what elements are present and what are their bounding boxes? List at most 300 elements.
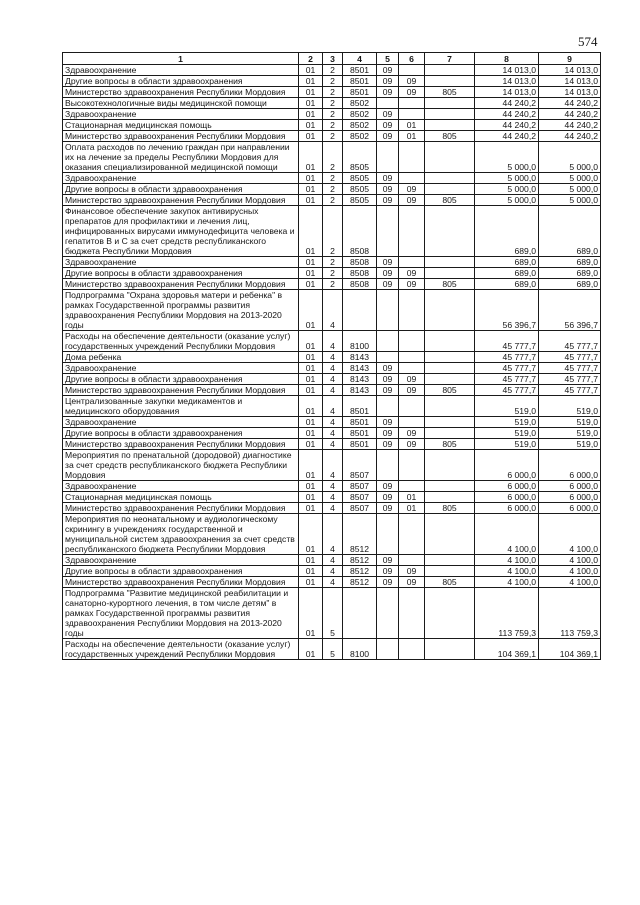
table-row — [63, 450, 601, 481]
cell-item-name: Министерство здравоохранения Республики Мордовия — [63, 131, 299, 142]
cell-code-4: 8502 — [343, 98, 377, 109]
cell-code-5: 09 — [377, 503, 399, 514]
cell-code-2: 01 — [299, 503, 323, 514]
cell-code-4: 8507 — [343, 450, 377, 481]
cell-amount-8: 104 369,1 — [475, 639, 539, 660]
cell-code-6 — [399, 257, 425, 268]
table-header-row — [63, 53, 601, 65]
cell-item-name: Другие вопросы в области здравоохранения — [63, 76, 299, 87]
cell-code-7 — [425, 352, 475, 363]
column-header: 7 — [425, 53, 475, 65]
cell-code-3: 4 — [323, 450, 343, 481]
cell-amount-8: 519,0 — [475, 396, 539, 417]
column-header: 2 — [299, 53, 323, 65]
cell-code-5: 09 — [377, 76, 399, 87]
cell-code-2: 01 — [299, 290, 323, 331]
table-row — [63, 588, 601, 639]
cell-code-7 — [425, 206, 475, 257]
cell-amount-9: 6 000,0 — [539, 481, 601, 492]
cell-code-7 — [425, 588, 475, 639]
cell-item-name: Дома ребенка — [63, 352, 299, 363]
cell-amount-9: 5 000,0 — [539, 173, 601, 184]
cell-code-4: 8501 — [343, 76, 377, 87]
table-row — [63, 331, 601, 352]
cell-code-4: 8507 — [343, 503, 377, 514]
cell-code-3: 5 — [323, 639, 343, 660]
cell-amount-8: 6 000,0 — [475, 450, 539, 481]
cell-code-2: 01 — [299, 142, 323, 173]
cell-code-5 — [377, 588, 399, 639]
cell-code-2: 01 — [299, 87, 323, 98]
table-row — [63, 503, 601, 514]
cell-code-5: 09 — [377, 120, 399, 131]
cell-item-name: Финансовое обеспечение закупок антивирусных препаратов для профилактики и лечения лиц, инфицированных вирусами иммунодефицита человека и гепатитов В и С за счет средств республиканского бюджета Республики Мордовия — [63, 206, 299, 257]
table-row — [63, 396, 601, 417]
cell-code-7: 805 — [425, 503, 475, 514]
cell-amount-8: 689,0 — [475, 257, 539, 268]
cell-code-7 — [425, 184, 475, 195]
cell-code-6: 01 — [399, 131, 425, 142]
cell-code-5: 09 — [377, 184, 399, 195]
cell-amount-9: 689,0 — [539, 279, 601, 290]
cell-amount-8: 45 777,7 — [475, 385, 539, 396]
cell-amount-8: 5 000,0 — [475, 173, 539, 184]
cell-code-6 — [399, 514, 425, 555]
cell-code-2: 01 — [299, 566, 323, 577]
cell-code-4: 8143 — [343, 385, 377, 396]
cell-code-4: 8502 — [343, 120, 377, 131]
cell-code-2: 01 — [299, 331, 323, 352]
cell-amount-9: 45 777,7 — [539, 363, 601, 374]
cell-code-6 — [399, 206, 425, 257]
cell-code-5 — [377, 331, 399, 352]
cell-amount-9: 689,0 — [539, 206, 601, 257]
cell-item-name: Здравоохранение — [63, 173, 299, 184]
table-row — [63, 98, 601, 109]
table-row — [63, 76, 601, 87]
cell-code-2: 01 — [299, 268, 323, 279]
cell-amount-8: 45 777,7 — [475, 331, 539, 352]
cell-amount-8: 14 013,0 — [475, 76, 539, 87]
cell-code-2: 01 — [299, 120, 323, 131]
cell-code-4 — [343, 290, 377, 331]
cell-amount-9: 519,0 — [539, 396, 601, 417]
cell-code-4: 8100 — [343, 331, 377, 352]
table-row — [63, 290, 601, 331]
cell-amount-8: 45 777,7 — [475, 363, 539, 374]
cell-code-3: 4 — [323, 290, 343, 331]
cell-amount-9: 14 013,0 — [539, 65, 601, 76]
column-header: 5 — [377, 53, 399, 65]
cell-code-3: 2 — [323, 142, 343, 173]
cell-amount-8: 689,0 — [475, 268, 539, 279]
cell-amount-9: 44 240,2 — [539, 120, 601, 131]
cell-code-4: 8100 — [343, 639, 377, 660]
cell-code-3: 4 — [323, 514, 343, 555]
cell-item-name: Министерство здравоохранения Республики Мордовия — [63, 503, 299, 514]
cell-code-6: 09 — [399, 566, 425, 577]
table-row — [63, 492, 601, 503]
cell-code-7 — [425, 363, 475, 374]
cell-code-5 — [377, 290, 399, 331]
cell-code-5: 09 — [377, 492, 399, 503]
cell-code-6 — [399, 142, 425, 173]
column-header: 1 — [63, 53, 299, 65]
cell-code-5: 09 — [377, 109, 399, 120]
cell-code-6: 09 — [399, 374, 425, 385]
cell-code-7 — [425, 566, 475, 577]
cell-code-5: 09 — [377, 374, 399, 385]
cell-code-4: 8502 — [343, 109, 377, 120]
cell-code-5 — [377, 206, 399, 257]
cell-code-4: 8501 — [343, 439, 377, 450]
cell-amount-9: 44 240,2 — [539, 109, 601, 120]
cell-item-name: Министерство здравоохранения Республики Мордовия — [63, 439, 299, 450]
cell-code-5: 09 — [377, 417, 399, 428]
cell-code-4: 8501 — [343, 428, 377, 439]
cell-amount-8: 5 000,0 — [475, 195, 539, 206]
cell-amount-8: 4 100,0 — [475, 577, 539, 588]
table-row — [63, 206, 601, 257]
cell-amount-8: 5 000,0 — [475, 142, 539, 173]
cell-amount-9: 14 013,0 — [539, 87, 601, 98]
cell-code-7: 805 — [425, 439, 475, 450]
cell-code-7 — [425, 374, 475, 385]
cell-code-3: 2 — [323, 184, 343, 195]
cell-code-6: 01 — [399, 503, 425, 514]
cell-item-name: Здравоохранение — [63, 417, 299, 428]
cell-item-name: Министерство здравоохранения Республики Мордовия — [63, 577, 299, 588]
cell-amount-9: 5 000,0 — [539, 195, 601, 206]
cell-code-2: 01 — [299, 131, 323, 142]
cell-code-5: 09 — [377, 481, 399, 492]
table-body — [63, 65, 601, 660]
table-row — [63, 481, 601, 492]
cell-code-6 — [399, 352, 425, 363]
cell-amount-8: 14 013,0 — [475, 65, 539, 76]
cell-code-4: 8501 — [343, 396, 377, 417]
cell-code-2: 01 — [299, 514, 323, 555]
cell-code-4: 8143 — [343, 363, 377, 374]
cell-code-6 — [399, 98, 425, 109]
cell-code-3: 2 — [323, 87, 343, 98]
cell-amount-9: 44 240,2 — [539, 98, 601, 109]
table-row — [63, 109, 601, 120]
cell-code-3: 2 — [323, 65, 343, 76]
cell-amount-8: 6 000,0 — [475, 481, 539, 492]
cell-code-4: 8508 — [343, 257, 377, 268]
cell-item-name: Мероприятия по пренатальной (дородовой) диагностике за счет средств республиканского бюджета Республики Мордовия — [63, 450, 299, 481]
cell-code-2: 01 — [299, 396, 323, 417]
table-row — [63, 268, 601, 279]
cell-item-name: Другие вопросы в области здравоохранения — [63, 184, 299, 195]
cell-code-5: 09 — [377, 428, 399, 439]
cell-code-4: 8512 — [343, 555, 377, 566]
table-row — [63, 566, 601, 577]
cell-code-3: 4 — [323, 492, 343, 503]
cell-code-7 — [425, 514, 475, 555]
cell-amount-9: 4 100,0 — [539, 566, 601, 577]
cell-code-2: 01 — [299, 639, 323, 660]
cell-code-4: 8143 — [343, 352, 377, 363]
cell-amount-9: 104 369,1 — [539, 639, 601, 660]
cell-item-name: Здравоохранение — [63, 363, 299, 374]
cell-code-2: 01 — [299, 588, 323, 639]
cell-code-6 — [399, 109, 425, 120]
cell-item-name: Здравоохранение — [63, 257, 299, 268]
cell-amount-9: 56 396,7 — [539, 290, 601, 331]
cell-code-3: 4 — [323, 417, 343, 428]
cell-amount-9: 689,0 — [539, 268, 601, 279]
cell-code-2: 01 — [299, 76, 323, 87]
cell-code-2: 01 — [299, 279, 323, 290]
cell-code-5 — [377, 639, 399, 660]
cell-item-name: Другие вопросы в области здравоохранения — [63, 268, 299, 279]
cell-code-2: 01 — [299, 439, 323, 450]
cell-code-2: 01 — [299, 481, 323, 492]
cell-item-name: Высокотехнологичные виды медицинской помощи — [63, 98, 299, 109]
cell-code-5: 09 — [377, 279, 399, 290]
table-row — [63, 417, 601, 428]
cell-amount-8: 56 396,7 — [475, 290, 539, 331]
cell-code-4: 8507 — [343, 492, 377, 503]
cell-code-2: 01 — [299, 450, 323, 481]
table-row — [63, 87, 601, 98]
cell-code-7 — [425, 428, 475, 439]
column-header: 3 — [323, 53, 343, 65]
cell-code-3: 4 — [323, 503, 343, 514]
cell-code-2: 01 — [299, 257, 323, 268]
cell-code-5: 09 — [377, 257, 399, 268]
cell-amount-9: 6 000,0 — [539, 450, 601, 481]
cell-code-3: 2 — [323, 257, 343, 268]
column-header: 6 — [399, 53, 425, 65]
cell-code-5 — [377, 514, 399, 555]
cell-amount-9: 4 100,0 — [539, 577, 601, 588]
cell-code-2: 01 — [299, 428, 323, 439]
cell-amount-9: 45 777,7 — [539, 352, 601, 363]
cell-code-7: 805 — [425, 577, 475, 588]
cell-code-7 — [425, 481, 475, 492]
cell-code-6 — [399, 639, 425, 660]
cell-code-3: 4 — [323, 428, 343, 439]
cell-item-name: Министерство здравоохранения Республики Мордовия — [63, 385, 299, 396]
cell-item-name: Централизованные закупки медикаментов и медицинского оборудования — [63, 396, 299, 417]
cell-item-name: Расходы на обеспечение деятельности (оказание услуг) государственных учреждений Республики Мордовия — [63, 331, 299, 352]
cell-code-5 — [377, 352, 399, 363]
cell-amount-9: 44 240,2 — [539, 131, 601, 142]
cell-amount-8: 113 759,3 — [475, 588, 539, 639]
cell-code-6: 09 — [399, 439, 425, 450]
cell-code-3: 4 — [323, 331, 343, 352]
cell-code-4: 8508 — [343, 206, 377, 257]
cell-code-5: 09 — [377, 131, 399, 142]
cell-item-name: Оплата расходов по лечению граждан при направлении их на лечение за пределы Республики Мордовия для оказания специализированной медицинской помощи — [63, 142, 299, 173]
cell-code-5: 09 — [377, 566, 399, 577]
cell-item-name: Стационарная медицинская помощь — [63, 492, 299, 503]
cell-amount-9: 519,0 — [539, 417, 601, 428]
cell-code-5: 09 — [377, 173, 399, 184]
cell-code-5: 09 — [377, 195, 399, 206]
cell-code-6: 09 — [399, 268, 425, 279]
cell-amount-8: 4 100,0 — [475, 514, 539, 555]
table-row — [63, 363, 601, 374]
cell-code-6 — [399, 417, 425, 428]
cell-code-2: 01 — [299, 173, 323, 184]
cell-code-5: 09 — [377, 439, 399, 450]
cell-code-4: 8501 — [343, 87, 377, 98]
cell-code-4: 8505 — [343, 184, 377, 195]
cell-code-5: 09 — [377, 87, 399, 98]
table-row — [63, 195, 601, 206]
cell-code-4: 8512 — [343, 514, 377, 555]
column-header: 9 — [539, 53, 601, 65]
cell-code-5 — [377, 396, 399, 417]
cell-amount-9: 5 000,0 — [539, 142, 601, 173]
cell-item-name: Министерство здравоохранения Республики Мордовия — [63, 279, 299, 290]
table-row — [63, 352, 601, 363]
cell-code-3: 2 — [323, 120, 343, 131]
budget-table — [62, 52, 601, 660]
cell-code-4: 8505 — [343, 195, 377, 206]
cell-item-name: Министерство здравоохранения Республики Мордовия — [63, 195, 299, 206]
cell-amount-8: 14 013,0 — [475, 87, 539, 98]
cell-code-7 — [425, 417, 475, 428]
cell-code-6: 09 — [399, 428, 425, 439]
cell-code-7 — [425, 555, 475, 566]
cell-code-5: 09 — [377, 268, 399, 279]
cell-item-name: Министерство здравоохранения Республики Мордовия — [63, 87, 299, 98]
cell-code-2: 01 — [299, 577, 323, 588]
cell-item-name: Здравоохранение — [63, 65, 299, 76]
cell-code-5: 09 — [377, 65, 399, 76]
cell-code-7 — [425, 331, 475, 352]
page-number: 574 — [578, 34, 598, 49]
cell-code-3: 5 — [323, 588, 343, 639]
cell-code-6: 09 — [399, 385, 425, 396]
cell-code-2: 01 — [299, 195, 323, 206]
cell-code-7 — [425, 98, 475, 109]
column-header: 8 — [475, 53, 539, 65]
cell-code-7: 805 — [425, 279, 475, 290]
cell-item-name: Здравоохранение — [63, 109, 299, 120]
cell-code-7 — [425, 173, 475, 184]
column-header: 4 — [343, 53, 377, 65]
cell-amount-8: 44 240,2 — [475, 131, 539, 142]
cell-code-3: 4 — [323, 385, 343, 396]
cell-amount-9: 6 000,0 — [539, 492, 601, 503]
cell-code-3: 4 — [323, 439, 343, 450]
cell-code-7 — [425, 450, 475, 481]
cell-amount-9: 45 777,7 — [539, 374, 601, 385]
cell-code-2: 01 — [299, 98, 323, 109]
cell-code-6: 01 — [399, 492, 425, 503]
table-row — [63, 120, 601, 131]
cell-code-6: 09 — [399, 279, 425, 290]
cell-code-3: 4 — [323, 566, 343, 577]
cell-item-name: Здравоохранение — [63, 555, 299, 566]
table-row — [63, 173, 601, 184]
cell-code-4: 8505 — [343, 173, 377, 184]
cell-code-3: 2 — [323, 268, 343, 279]
cell-amount-8: 45 777,7 — [475, 352, 539, 363]
cell-code-3: 2 — [323, 131, 343, 142]
cell-code-6: 09 — [399, 184, 425, 195]
cell-code-3: 4 — [323, 363, 343, 374]
cell-amount-8: 519,0 — [475, 428, 539, 439]
cell-item-name: Другие вопросы в области здравоохранения — [63, 566, 299, 577]
cell-code-3: 4 — [323, 481, 343, 492]
cell-item-name: Здравоохранение — [63, 481, 299, 492]
table-row — [63, 142, 601, 173]
cell-amount-8: 44 240,2 — [475, 120, 539, 131]
cell-amount-9: 45 777,7 — [539, 385, 601, 396]
cell-code-7 — [425, 396, 475, 417]
cell-code-6 — [399, 588, 425, 639]
table-row — [63, 514, 601, 555]
cell-amount-9: 45 777,7 — [539, 331, 601, 352]
cell-code-3: 2 — [323, 206, 343, 257]
cell-code-2: 01 — [299, 385, 323, 396]
cell-code-4: 8508 — [343, 279, 377, 290]
table-row — [63, 428, 601, 439]
cell-amount-8: 689,0 — [475, 206, 539, 257]
cell-code-7 — [425, 142, 475, 173]
table-row — [63, 257, 601, 268]
cell-amount-8: 689,0 — [475, 279, 539, 290]
cell-code-2: 01 — [299, 492, 323, 503]
cell-code-7 — [425, 65, 475, 76]
cell-code-4: 8512 — [343, 566, 377, 577]
cell-code-6 — [399, 173, 425, 184]
cell-code-3: 2 — [323, 98, 343, 109]
cell-item-name: Стационарная медицинская помощь — [63, 120, 299, 131]
cell-code-6: 09 — [399, 195, 425, 206]
cell-code-2: 01 — [299, 374, 323, 385]
cell-code-6 — [399, 450, 425, 481]
cell-item-name: Другие вопросы в области здравоохранения — [63, 428, 299, 439]
cell-code-3: 2 — [323, 109, 343, 120]
cell-amount-8: 519,0 — [475, 439, 539, 450]
table-row — [63, 65, 601, 76]
cell-amount-8: 519,0 — [475, 417, 539, 428]
cell-item-name: Подпрограмма "Охрана здоровья матери и ребенка" в рамках Государственной программы развития здравоохранения Республики Мордовия на 2013-2020 годы — [63, 290, 299, 331]
cell-code-3: 4 — [323, 374, 343, 385]
cell-code-6 — [399, 555, 425, 566]
cell-amount-9: 5 000,0 — [539, 184, 601, 195]
cell-amount-8: 6 000,0 — [475, 503, 539, 514]
cell-code-3: 2 — [323, 76, 343, 87]
cell-code-3: 2 — [323, 279, 343, 290]
cell-code-6 — [399, 363, 425, 374]
cell-code-7 — [425, 268, 475, 279]
cell-code-6 — [399, 290, 425, 331]
cell-amount-8: 44 240,2 — [475, 109, 539, 120]
cell-code-5 — [377, 142, 399, 173]
cell-amount-8: 5 000,0 — [475, 184, 539, 195]
table-row — [63, 374, 601, 385]
cell-code-6: 09 — [399, 76, 425, 87]
cell-amount-8: 44 240,2 — [475, 98, 539, 109]
cell-amount-9: 519,0 — [539, 428, 601, 439]
cell-code-7: 805 — [425, 131, 475, 142]
cell-code-2: 01 — [299, 417, 323, 428]
cell-code-7: 805 — [425, 87, 475, 98]
cell-code-5 — [377, 98, 399, 109]
cell-item-name: Мероприятия по неонатальному и аудиологическому скринингу в учреждениях государственной и муниципальной систем здравоохранения за счет средств республиканского бюджета Республики Мордовия — [63, 514, 299, 555]
cell-code-6: 01 — [399, 120, 425, 131]
table-row — [63, 555, 601, 566]
